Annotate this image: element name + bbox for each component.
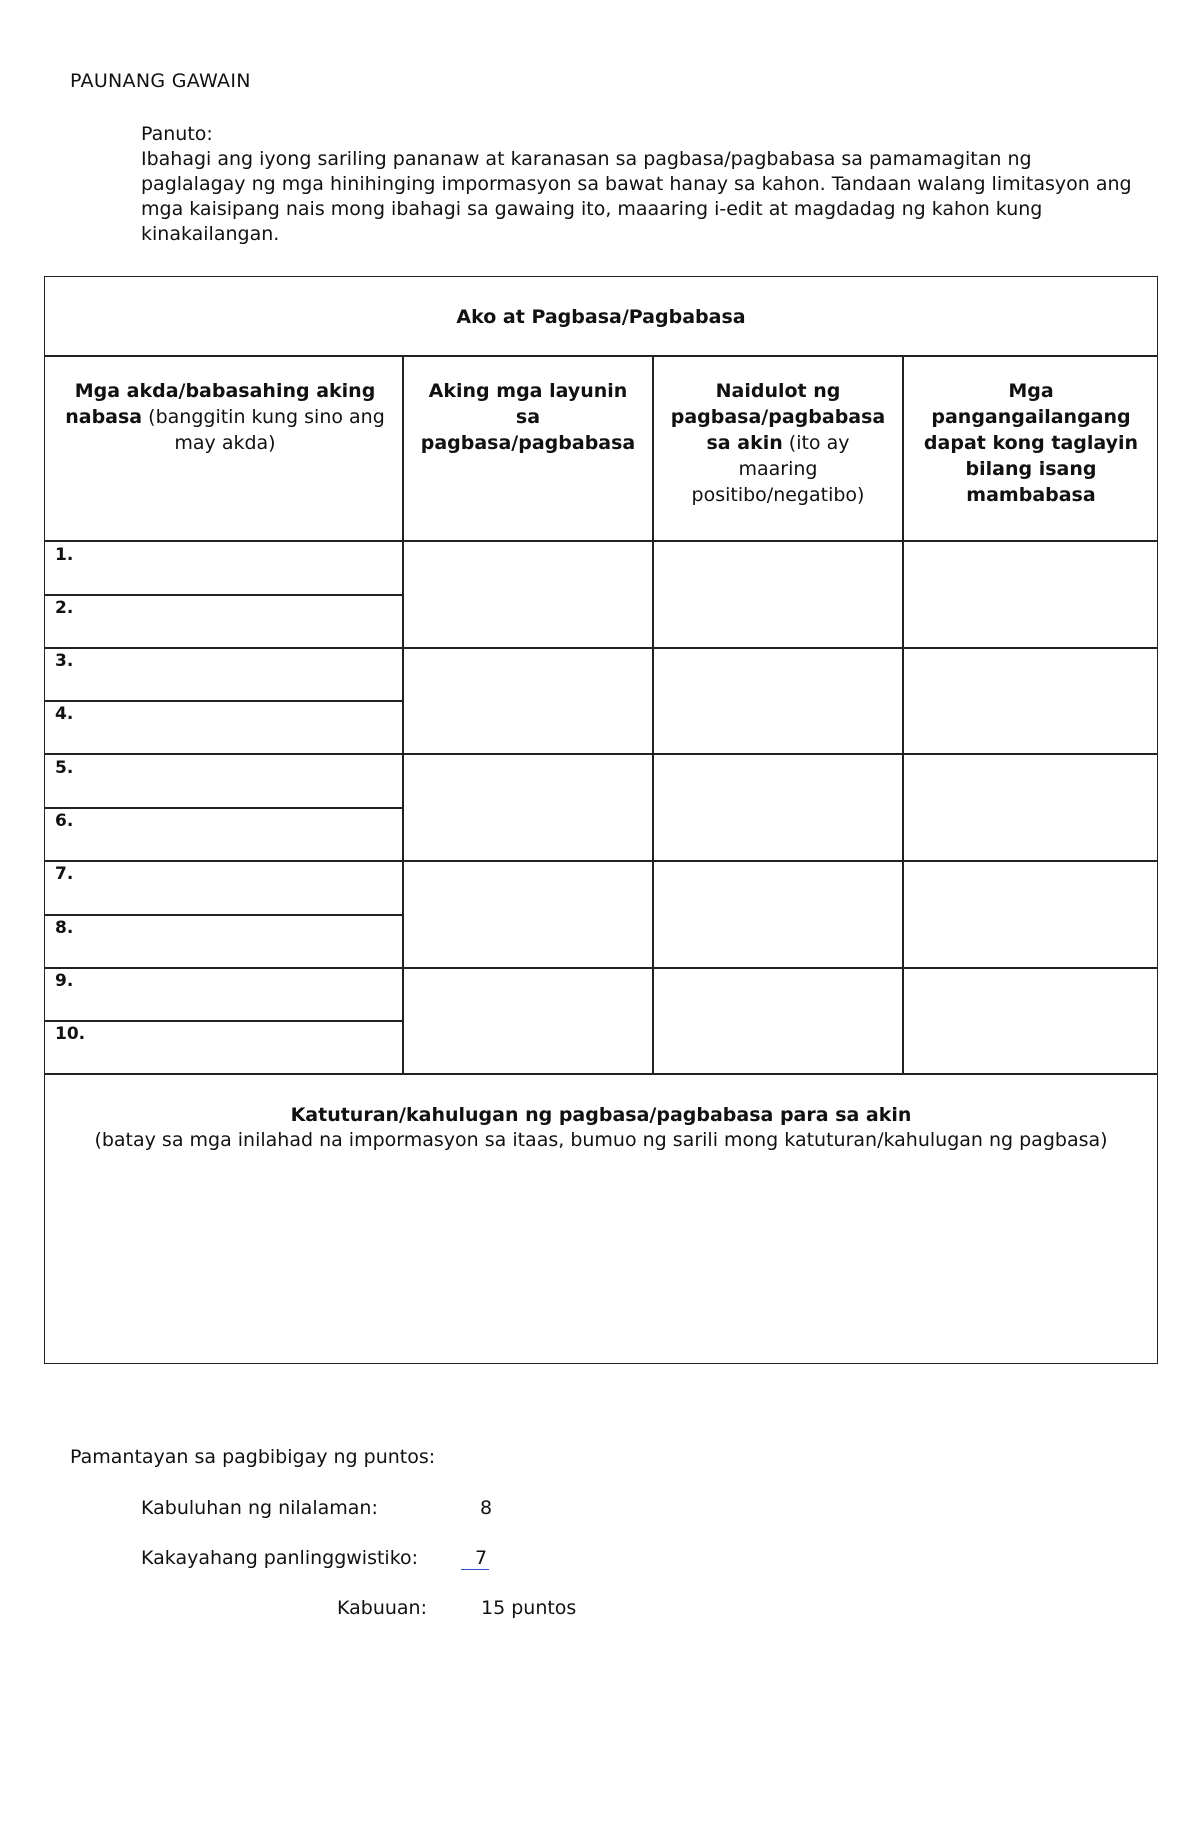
instructions-text: Ibahagi ang iyong sariling pananaw at karanasan sa pagbasa/pagbabasa sa pamamagitan ng paglalagay ng mga hinihinging impormasyon sa bawat hanay sa kahon. Tandaan walang limitasyon ang mga kaisipang nais mong ibahagi sa gawaing ito, maaaring i-edit at magdadag ng kahon kung kinakailangan. bbox=[141, 148, 1132, 245]
divider bbox=[45, 967, 404, 969]
rubric-criterion-value-wrapper bbox=[461, 1547, 489, 1569]
divider bbox=[402, 753, 1157, 755]
column-header-note: (ito ay maaring positibo/negatibo) bbox=[691, 432, 865, 506]
column-header-akda bbox=[55, 356, 395, 542]
column-header-bold: Mga akda/babasahing aking nabasa bbox=[65, 380, 376, 428]
divider bbox=[45, 914, 404, 916]
summary-subtext: (batay sa mga inilahad na impormasyon sa itaas, bumuo ng sarili mong katuturan/kahulugan ng pagbasa) bbox=[94, 1129, 1108, 1151]
rubric-total-label: Kabuuan: bbox=[337, 1597, 427, 1619]
divider bbox=[45, 860, 404, 862]
divider bbox=[45, 753, 404, 755]
row-number: 3. bbox=[55, 651, 74, 671]
instructions-label: Panuto: bbox=[141, 123, 213, 145]
row-number: 8. bbox=[55, 918, 74, 938]
row-number: 7. bbox=[55, 864, 74, 884]
column-header-layunin bbox=[415, 356, 641, 542]
worksheet-table bbox=[44, 276, 1158, 1364]
table-title: Ako at Pagbasa/Pagbabasa bbox=[456, 305, 746, 328]
column-header-pangangailangan bbox=[913, 356, 1149, 542]
column-header-bold: Aking mga layunin sa pagbasa/pagbabasa bbox=[420, 380, 636, 454]
page-title: PAUNANG GAWAIN bbox=[70, 70, 251, 92]
divider bbox=[45, 700, 404, 702]
row-number: 10. bbox=[55, 1024, 86, 1044]
summary-heading: Katuturan/kahulugan ng pagbasa/pagbabasa para sa akin bbox=[290, 1104, 912, 1126]
column-header-naidulot bbox=[665, 356, 891, 542]
row-number: 2. bbox=[55, 598, 74, 618]
instructions bbox=[141, 122, 1141, 247]
row-number: 9. bbox=[55, 971, 74, 991]
divider bbox=[45, 647, 404, 649]
rubric-criterion-value: 8 bbox=[480, 1497, 493, 1519]
divider bbox=[402, 647, 1157, 649]
row-number: 6. bbox=[55, 811, 74, 831]
divider bbox=[402, 967, 1157, 969]
row-number: 4. bbox=[55, 704, 74, 724]
divider bbox=[45, 807, 404, 809]
row-number: 5. bbox=[55, 758, 74, 778]
column-header-bold: Mga pangangailangang dapat kong taglayin bilang isang mambabasa bbox=[923, 380, 1139, 506]
rubric-criterion-label: Kabuluhan ng nilalaman: bbox=[141, 1497, 378, 1519]
row-number: 1. bbox=[55, 545, 74, 565]
rubric-criterion-label: Kakayahang panlinggwistiko: bbox=[141, 1547, 419, 1569]
column-header-note: (banggitin kung sino ang may akda) bbox=[142, 406, 385, 454]
divider bbox=[402, 860, 1157, 862]
divider bbox=[45, 1020, 404, 1022]
column-header-bold: Naidulot ng pagbasa/pagbabasa sa akin bbox=[670, 380, 886, 454]
summary-box bbox=[45, 1075, 1157, 1363]
rubric-total-value: 15 puntos bbox=[481, 1597, 577, 1619]
rubric-criterion-value: 7 bbox=[461, 1547, 489, 1570]
rubric-title: Pamantayan sa pagbibigay ng puntos: bbox=[70, 1446, 436, 1468]
divider bbox=[45, 594, 404, 596]
